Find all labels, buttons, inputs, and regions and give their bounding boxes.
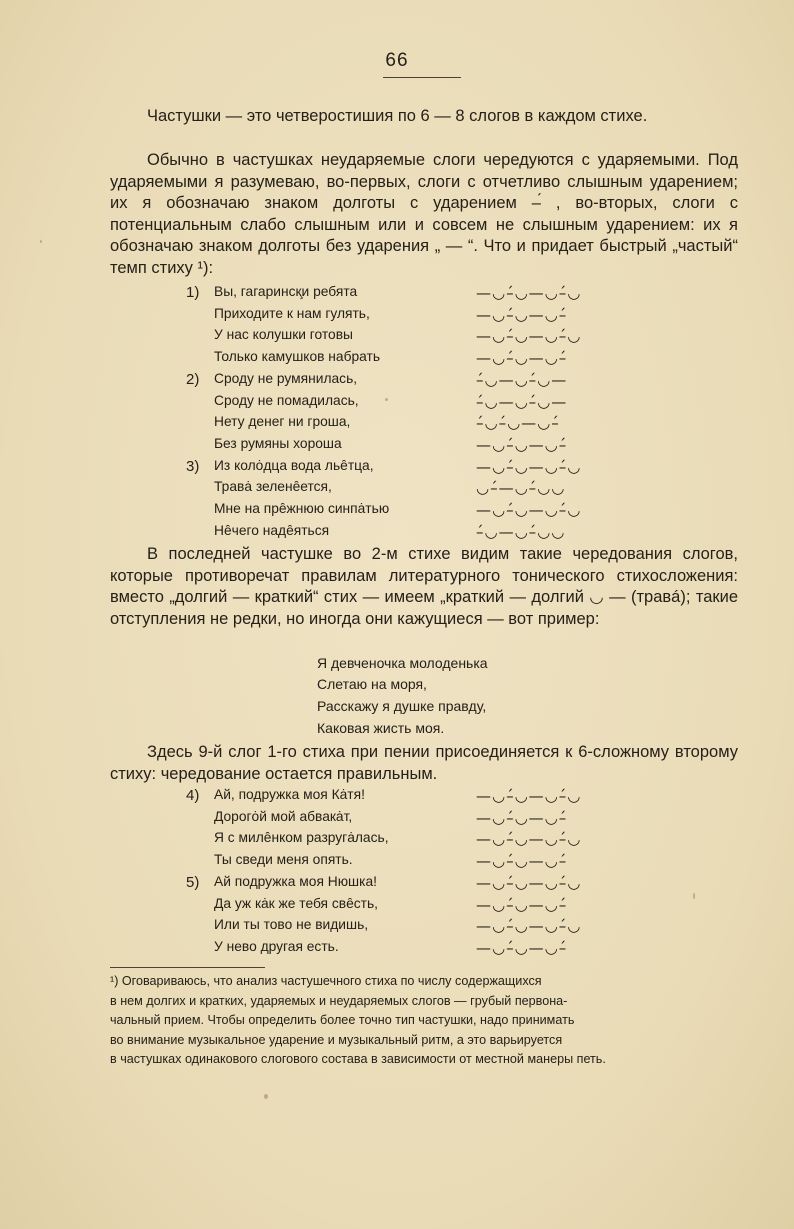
verse-text: Или ты тово не видишь, [214,917,369,933]
verse-text: Ай, подружка моя Кȧтя! [214,787,365,802]
deviation-text: В последней частушке во 2-м стихе видим такие чередования слогов, которые противоречат правилам литературного тонического стихосложения: вместо „долгий — краткий“ стих — имеем „краткий — долгий ◡ — (травá); такие отступления не редки, но иногда они кажущиеся — вот пример: [110,545,738,628]
verse-number: 4) [186,787,200,804]
verse-number: 2) [186,370,200,388]
verse-text: Ты сведи меня опять. [214,852,353,868]
verse-text: Сроду не румянилась, [214,370,358,386]
verse-line [0,458,794,480]
meter-scheme: —◡–́◡—◡–́◡ [476,457,582,476]
verse-text: Травȧ зеленȇется, [214,479,332,495]
stress-paragraph [110,150,738,280]
intro-paragraph [110,106,738,128]
verse-line [0,787,794,809]
meter-scheme: –́◡—◡–́◡— [476,370,568,389]
page-number: 66 [385,50,409,71]
meter-scheme: —◡–́◡—◡–́◡ [476,327,582,346]
verse-line [0,523,794,545]
stress-text: Обычно в частушках неударяемые слоги чередуются с ударяемыми. Под ударяемыми я разумеваю, во-первых, слоги с отчетливо слышным ударением; их я обозначаю знаком долготы с ударением –́ , во-вторых, слоги с потенциальным слабо слышным или и совсем не слышным ударением: их я обозначаю знаком долготы без ударения „ — “. Что и придает быстрый „частый“ темп стиху ¹): [110,151,738,277]
meter-scheme: —◡–́◡—◡–́ [476,305,568,324]
verse-line [0,479,794,501]
example-line: Каковая жисть моя. [317,720,445,736]
meter-scheme: —◡–́◡—◡–́ [476,349,568,368]
verse-line [0,327,794,349]
example-line: Расскажу я душке правду, [317,698,487,714]
verse-line [0,284,794,306]
verse-text: Мне на прȇжнюю синпȧтью [214,501,390,516]
verse-line [0,809,794,831]
meter-scheme: —◡–́◡—◡–́ [476,895,568,914]
meter-scheme: –́◡—◡–́◡— [476,392,568,411]
paper-speck [693,893,695,899]
verse-text: Ай подружка моя Нюшка! [214,873,377,889]
footnote [110,972,738,1070]
verse-text: Я с милȇнком разругȧлась, [214,830,389,846]
verse-number: 1) [186,284,200,301]
verse-text: Без румяны хороша [214,435,342,451]
page-number-rule [383,77,461,78]
meter-scheme: —◡–́◡—◡–́◡ [476,873,582,892]
meter-scheme: —◡–́◡—◡–́ [476,852,568,871]
verse-line [0,852,794,874]
example-line: Слетаю на моря, [317,676,427,692]
footnote-line: во внимание музыкальное ударение и музыкальный ритм, а это варьируется [110,1032,563,1047]
verse-line [0,874,794,896]
meter-scheme: –́◡—◡–́◡◡ [476,522,566,541]
meter-scheme: —◡–́◡—◡–́◡ [476,787,582,805]
verse-text: Нету денег ни гроша, [214,414,351,430]
verse-line [0,371,794,393]
verse-line [0,501,794,523]
verse-text: Да уж кȧк же тебя свȇсть, [214,895,379,911]
meter-scheme: —◡–́◡—◡–́ [476,435,568,454]
meter-scheme: —◡–́◡—◡–́◡ [476,284,582,302]
meter-scheme: –́◡–́◡—◡–́ [476,414,560,433]
meter-scheme: —◡–́◡—◡–́ [476,808,568,827]
explanation-paragraph [110,742,738,785]
verse-text: У нево другая есть. [214,938,339,954]
meter-scheme: —◡–́◡—◡–́◡ [476,501,582,519]
verse-text: Только камушков набрать [214,349,381,365]
verse-text: Нȇчего надȇяться [214,522,330,538]
verse-line [0,414,794,436]
verse-text: Сроду не помадилась, [214,392,359,408]
meter-scheme: —◡–́◡—◡–́◡ [476,830,582,849]
footnote-line: в нем долгих и кратких, ударяемых и неударяемых слогов — грубый первона- [110,993,568,1008]
verse-line [0,393,794,415]
paper-speck [40,240,42,243]
verse-text: Дорогȯй мой абвакȧт, [214,808,353,824]
meter-scheme: —◡–́◡—◡–́ [476,938,568,957]
footnote-line: в частушках одинакового слогового состава в зависимости от местной манеры петь. [110,1052,606,1067]
explanation-text: Здесь 9-й слог 1-го стиха при пении присоединяется к 6-сложному второму стиху: чередование остается правильным. [110,743,738,783]
footnote-line: ¹) Оговариваюсь, что анализ частушечного стиха по числу содержащихся [110,974,542,988]
meter-scheme: ◡–́—◡–́◡◡ [476,479,566,498]
verse-number: 3) [186,457,200,475]
intro-text: Частушки — это четверостишия по 6 — 8 слогов в каждом стихе. [147,107,648,125]
verse-line [0,830,794,852]
verse-line [0,917,794,939]
verse-line [0,896,794,918]
deviation-paragraph [110,544,738,630]
verse-line [0,939,794,961]
verse-text: Приходите к нам гулять, [214,305,370,321]
meter-scheme: —◡–́◡—◡–́◡ [476,917,582,936]
paper-speck [264,1094,268,1099]
example-line: Я девченочка молоденька [317,655,488,671]
footnote-rule [110,967,265,968]
verse-number: 5) [186,873,200,891]
verse-line [0,306,794,328]
paper-speck [385,398,388,401]
verse-text: Из колȯдца вода льȇтца, [214,457,374,473]
verse-line [0,436,794,458]
verse-text: Вы, гагаринск̧и ребята [214,284,358,299]
verse-line [0,349,794,371]
footnote-line: чальный прием. Чтобы определить более точно тип частушки, надо принимать [110,1013,575,1028]
verse-text: У нас колушки готовы [214,327,353,343]
